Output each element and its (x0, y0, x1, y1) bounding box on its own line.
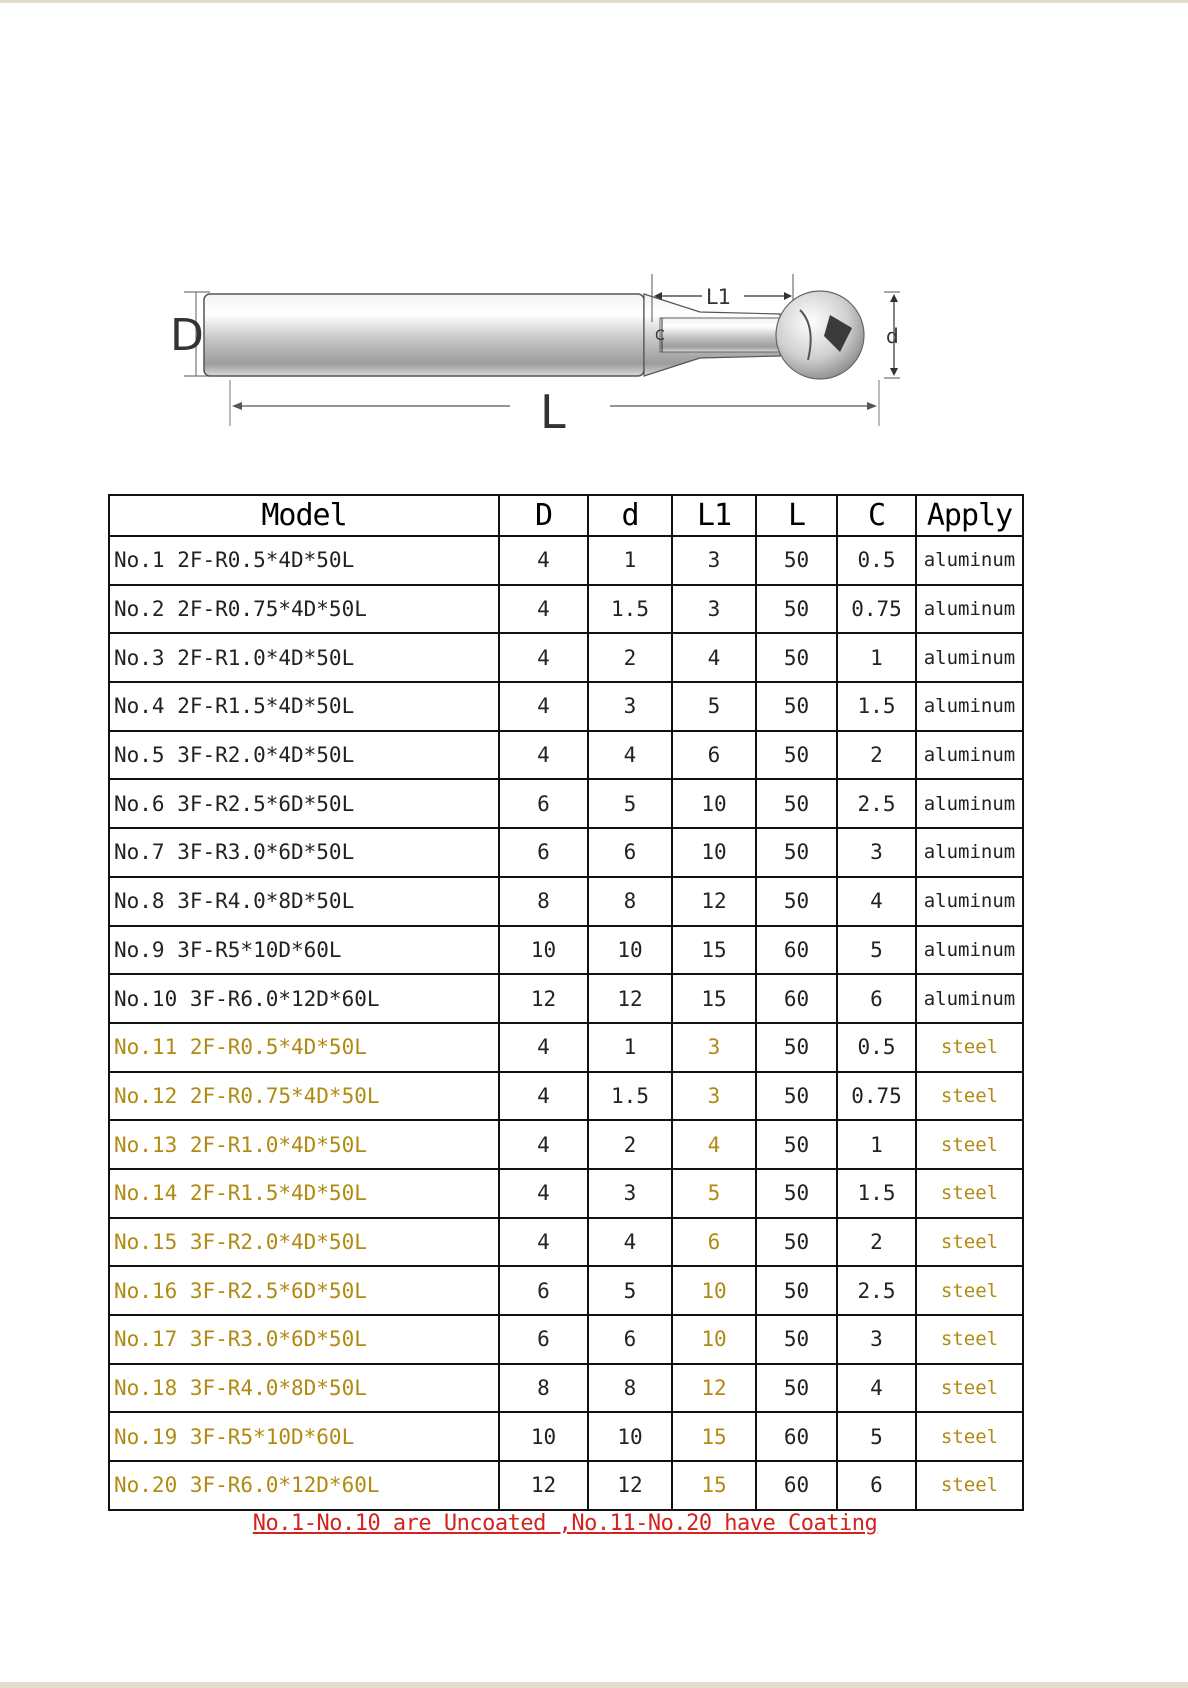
label-L: L (540, 385, 566, 439)
cell-c: 2.5 (837, 1266, 916, 1315)
tool-shank (204, 294, 780, 376)
cell-d: 10 (499, 926, 588, 975)
table-row (109, 1023, 1023, 1072)
label-C: C (655, 328, 665, 344)
table-row (109, 1120, 1023, 1169)
cell-c: 0.75 (837, 585, 916, 634)
cell-d: 4 (588, 1218, 672, 1267)
header-apply: Apply (916, 495, 1023, 536)
cell-model: No.14 2F-R1.5*4D*50L (109, 1169, 499, 1218)
cell-l1: 10 (672, 828, 756, 877)
cell-c: 3 (837, 1315, 916, 1364)
table-row (109, 974, 1023, 1023)
cell-d: 1.5 (588, 585, 672, 634)
cell-l1: 6 (672, 1218, 756, 1267)
cell-model: No.4 2F-R1.5*4D*50L (109, 682, 499, 731)
table-row (109, 1218, 1023, 1267)
ball-end-mill-diagram (140, 270, 920, 450)
cell-d: 5 (588, 779, 672, 828)
cell-apply: aluminum (916, 536, 1023, 585)
cell-l: 50 (756, 1218, 837, 1267)
table-row (109, 1461, 1023, 1510)
table-row (109, 585, 1023, 634)
cell-model: No.1 2F-R0.5*4D*50L (109, 536, 499, 585)
cell-apply: steel (916, 1023, 1023, 1072)
dimension-L (230, 380, 879, 439)
cell-l1: 15 (672, 1461, 756, 1510)
cell-l: 50 (756, 536, 837, 585)
table-row (109, 1266, 1023, 1315)
cell-d: 12 (499, 1461, 588, 1510)
table-row (109, 1072, 1023, 1121)
cell-l1: 4 (672, 633, 756, 682)
cell-apply: aluminum (916, 585, 1023, 634)
cell-d: 4 (499, 585, 588, 634)
cell-model: No.2 2F-R0.75*4D*50L (109, 585, 499, 634)
cell-model: No.10 3F-R6.0*12D*60L (109, 974, 499, 1023)
cell-model: No.15 3F-R2.0*4D*50L (109, 1218, 499, 1267)
cell-apply: steel (916, 1412, 1023, 1461)
cell-l1: 3 (672, 1023, 756, 1072)
table-row (109, 633, 1023, 682)
dimension-d (884, 292, 900, 378)
cell-l1: 5 (672, 1169, 756, 1218)
cell-model: No.18 3F-R4.0*8D*50L (109, 1364, 499, 1413)
cell-d: 4 (499, 1023, 588, 1072)
cell-d: 12 (588, 1461, 672, 1510)
cell-l: 50 (756, 633, 837, 682)
table-row (109, 1315, 1023, 1364)
header-C: C (837, 495, 916, 536)
cell-l: 50 (756, 828, 837, 877)
cell-c: 5 (837, 1412, 916, 1461)
cell-l: 50 (756, 1169, 837, 1218)
cell-c: 0.75 (837, 1072, 916, 1121)
label-D: D (170, 310, 204, 361)
cell-apply: aluminum (916, 828, 1023, 877)
cell-model: No.7 3F-R3.0*6D*50L (109, 828, 499, 877)
cell-d: 1 (588, 536, 672, 585)
cell-apply: aluminum (916, 926, 1023, 975)
cell-model: No.16 3F-R2.5*6D*50L (109, 1266, 499, 1315)
table-row (109, 926, 1023, 975)
cell-l1: 15 (672, 926, 756, 975)
cell-apply: steel (916, 1364, 1023, 1413)
cell-l: 50 (756, 1023, 837, 1072)
cell-l1: 15 (672, 974, 756, 1023)
cell-apply: aluminum (916, 974, 1023, 1023)
spec-table (108, 494, 1024, 1511)
cell-apply: aluminum (916, 682, 1023, 731)
cell-l: 60 (756, 1412, 837, 1461)
cell-l1: 12 (672, 1364, 756, 1413)
coating-note: No.1-No.10 are Uncoated ,No.11-No.20 have Coating (252, 1511, 878, 1536)
cell-l1: 3 (672, 585, 756, 634)
cell-apply: steel (916, 1072, 1023, 1121)
table-row (109, 1169, 1023, 1218)
cell-c: 1 (837, 633, 916, 682)
cell-l: 50 (756, 585, 837, 634)
cell-d: 10 (588, 926, 672, 975)
cell-apply: aluminum (916, 877, 1023, 926)
header-D: D (499, 495, 588, 536)
cell-l: 50 (756, 779, 837, 828)
cell-d: 8 (588, 1364, 672, 1413)
cell-l1: 12 (672, 877, 756, 926)
cell-model: No.13 2F-R1.0*4D*50L (109, 1120, 499, 1169)
cell-l: 60 (756, 926, 837, 975)
cell-apply: steel (916, 1169, 1023, 1218)
cell-d: 8 (588, 877, 672, 926)
cell-c: 2 (837, 731, 916, 780)
cell-d: 4 (499, 1169, 588, 1218)
cell-d: 12 (499, 974, 588, 1023)
cell-apply: steel (916, 1218, 1023, 1267)
cell-l: 50 (756, 877, 837, 926)
cell-apply: aluminum (916, 731, 1023, 780)
cell-l1: 5 (672, 682, 756, 731)
cell-c: 0.5 (837, 536, 916, 585)
cell-d: 6 (588, 1315, 672, 1364)
cell-d: 5 (588, 1266, 672, 1315)
cell-model: No.9 3F-R5*10D*60L (109, 926, 499, 975)
table-row (109, 1364, 1023, 1413)
label-L1: L1 (706, 285, 732, 309)
cell-model: No.17 3F-R3.0*6D*50L (109, 1315, 499, 1364)
table-row (109, 828, 1023, 877)
cell-c: 1.5 (837, 682, 916, 731)
cell-l1: 10 (672, 1315, 756, 1364)
cell-c: 1 (837, 1120, 916, 1169)
cell-d: 4 (499, 1120, 588, 1169)
cell-d: 6 (499, 779, 588, 828)
cell-l: 50 (756, 731, 837, 780)
cell-c: 6 (837, 974, 916, 1023)
cell-d: 4 (499, 731, 588, 780)
header-L1: L1 (672, 495, 756, 536)
cell-model: No.11 2F-R0.5*4D*50L (109, 1023, 499, 1072)
cell-c: 0.5 (837, 1023, 916, 1072)
cell-model: No.6 3F-R2.5*6D*50L (109, 779, 499, 828)
cell-d: 1 (588, 1023, 672, 1072)
cell-d: 4 (588, 731, 672, 780)
cell-l: 50 (756, 1315, 837, 1364)
cell-d: 1.5 (588, 1072, 672, 1121)
header-L: L (756, 495, 837, 536)
table-row (109, 779, 1023, 828)
cell-l: 60 (756, 974, 837, 1023)
cell-d: 12 (588, 974, 672, 1023)
cell-l1: 3 (672, 536, 756, 585)
cell-apply: steel (916, 1120, 1023, 1169)
cell-c: 2.5 (837, 779, 916, 828)
cell-d: 4 (499, 633, 588, 682)
table-row (109, 682, 1023, 731)
cell-d: 8 (499, 877, 588, 926)
cell-d: 10 (499, 1412, 588, 1461)
page-bottom-border (0, 1682, 1188, 1688)
cell-d: 6 (588, 828, 672, 877)
cell-l: 50 (756, 682, 837, 731)
cell-c: 3 (837, 828, 916, 877)
cell-l1: 15 (672, 1412, 756, 1461)
cell-l: 50 (756, 1120, 837, 1169)
cell-c: 4 (837, 1364, 916, 1413)
cell-model: No.8 3F-R4.0*8D*50L (109, 877, 499, 926)
cell-d: 2 (588, 1120, 672, 1169)
cell-d: 2 (588, 633, 672, 682)
cell-l: 50 (756, 1266, 837, 1315)
cell-d: 8 (499, 1364, 588, 1413)
cell-l1: 4 (672, 1120, 756, 1169)
ball-head (776, 291, 864, 379)
cell-model: No.3 2F-R1.0*4D*50L (109, 633, 499, 682)
cell-model: No.19 3F-R5*10D*60L (109, 1412, 499, 1461)
cell-d: 6 (499, 828, 588, 877)
cell-d: 3 (588, 682, 672, 731)
cell-model: No.20 3F-R6.0*12D*60L (109, 1461, 499, 1510)
cell-l: 50 (756, 1364, 837, 1413)
header-model: Model (109, 495, 499, 536)
cell-d: 4 (499, 1072, 588, 1121)
cell-apply: steel (916, 1315, 1023, 1364)
cell-d: 10 (588, 1412, 672, 1461)
cell-d: 6 (499, 1315, 588, 1364)
cell-l1: 3 (672, 1072, 756, 1121)
table-header-row (109, 495, 1023, 536)
label-d: d (886, 324, 899, 348)
cell-d: 4 (499, 536, 588, 585)
cell-d: 4 (499, 1218, 588, 1267)
cell-model: No.12 2F-R0.75*4D*50L (109, 1072, 499, 1121)
table-row (109, 536, 1023, 585)
header-d: d (588, 495, 672, 536)
cell-apply: aluminum (916, 779, 1023, 828)
table-row (109, 877, 1023, 926)
cell-c: 1.5 (837, 1169, 916, 1218)
table-row (109, 1412, 1023, 1461)
cell-l: 50 (756, 1072, 837, 1121)
cell-apply: steel (916, 1461, 1023, 1510)
cell-d: 3 (588, 1169, 672, 1218)
cell-apply: aluminum (916, 633, 1023, 682)
cell-l1: 10 (672, 1266, 756, 1315)
table-row (109, 731, 1023, 780)
cell-d: 4 (499, 682, 588, 731)
cell-d: 6 (499, 1266, 588, 1315)
cell-apply: steel (916, 1266, 1023, 1315)
page-top-border (0, 0, 1188, 3)
cell-model: No.5 3F-R2.0*4D*50L (109, 731, 499, 780)
cell-l1: 6 (672, 731, 756, 780)
cell-c: 2 (837, 1218, 916, 1267)
cell-l: 60 (756, 1461, 837, 1510)
cell-l1: 10 (672, 779, 756, 828)
cell-c: 6 (837, 1461, 916, 1510)
cell-c: 5 (837, 926, 916, 975)
cell-c: 4 (837, 877, 916, 926)
